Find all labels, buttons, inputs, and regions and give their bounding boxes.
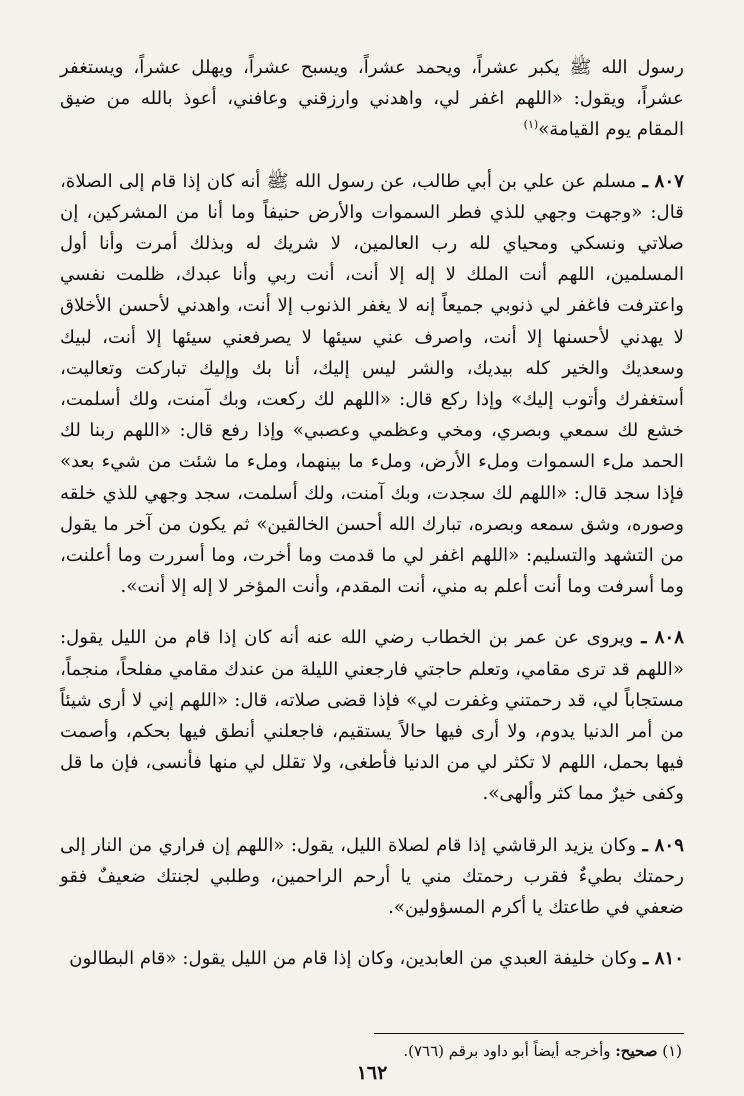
hadith-number: ٨٠٧ ـ <box>642 170 684 192</box>
paragraph-810 <box>60 943 684 974</box>
paragraph-808 <box>60 622 684 809</box>
footnote-grade: صحيح: <box>615 1042 658 1060</box>
paragraph-text: مسلم عن علي بن أبي طالب، عن رسول الله ﷺ أنه كان إذا قام إلى الصلاة، قال: «وجهت وجهي للذي فطر السموات والأرض حنيفاً وما أنا من المشركين، إن صلاتي ونسكي ومحياي لله رب العالمين، لا شريك له وبذلك أمرت وأنا أول المسلمين، اللهم أنت الملك لا إله إلا أنت، أنت ربي وأنا عبدك، ظلمت نفسي واعترفت فاغفر لي ذنوبي جميعاً إنه لا يغفر الذنوب إلا أنت، واهدني لأحسن الأخلاق لا يهدني لأحسنها إلا أنت، واصرف عني سيئها لا يصرفعني سيئها إلا أنت، لبيك وسعديك والخير كله بيديك، والشر ليس إليك، أنا بك وإليك تباركت وتعاليت، أستغفرك وأتوب إليك» وإذا ركع قال: «اللهم لك ركعت، وبك آمنت، ولك أسلمت، خشع لك سمعي وبصري، ومخي وعظمي وعصبي» وإذا رفع قال: «اللهم ربنا لك الحمد ملء السموات وملء الأرض، وملء ما بينهما، وملء ما شئت من شيء بعد» فإذا سجد قال: «اللهم لك سجدت، وبك آمنت، ولك أسلمت، سجد وجهي للذي خلقه وصوره، وشق سمعه وبصره، تبارك الله أحسن الخالقين» ثم يكون من آخر ما يقول من التشهد والتسليم: «اللهم اغفر لي ما قدمت وما أخرت، وما أسررت وما أعلنت، وما أسرفت وما أنت أعلم به مني، أنت المقدم، وأنت المؤخر لا إله إلا أنت». <box>60 170 684 598</box>
footnote-divider <box>374 1033 684 1034</box>
paragraph-text: ويروى عن عمر بن الخطاب رضي الله عنه أنه كان إذا قام من الليل يقول: «اللهم قد ترى مقامي، وتعلم حاجتي فارجعني الليلة من عندك مقامي مفلحاً، منجماً، مستجاباً لي، قد رحمتني وغفرت لي» فإذا قضى صلاته، قال: «اللهم إني لا أرى شيئاً من أمر الدنيا يدوم، ولا أرى فيها حالاً يستقيم، فاجعلني أنطق فيها بحكم، وأصمت فيها بحمل، اللهم لا تكثر لي من الدنيا فأطغى، ولا تقلل لي منها فأنسى، فإن ما قل وكفى خيرٌ مما كثر وألهى». <box>60 627 684 805</box>
paragraph-text: رسول الله ﷺ يكبر عشراً، ويحمد عشراً، ويسبح عشراً، ويهلل عشراً، ويستغفر عشراً، ويقول: «اللهم اغفر لي، واهدني وارزقني وعافني، أعوذ بالله من ضيق المقام يوم القيامة» <box>60 57 684 141</box>
paragraph-807 <box>60 166 684 603</box>
hadith-number: ٨١٠ ـ <box>643 948 684 970</box>
footnote-text: وأخرجه أيضاً أبو داود برقم (٧٦٦). <box>403 1042 611 1060</box>
paragraph-text: وكان يزيد الرقاشي إذا قام لصلاة الليل، يقول: «اللهم إن فراري من النار إلى رحمتك بطيءٌ فقرب رحمتك مني يا أرحم الراحمين، وطلبي لجنتك ضعيفٌ فقو ضعفي في طاعتك يا أكرم المسؤولين». <box>60 834 684 919</box>
paragraph-text: وكان خليفة العبدي من العابدين، وكان إذا قام من الليل يقول: «قام البطالون <box>69 948 638 970</box>
hadith-number: ٨٠٨ ـ <box>641 627 684 649</box>
footnote <box>82 1040 682 1062</box>
footnote-label: (١) <box>662 1042 682 1060</box>
page-body <box>60 52 684 974</box>
paragraph-continuation <box>60 52 684 146</box>
page-number: ١٦٢ <box>356 1062 388 1084</box>
footnote-reference: (١) <box>523 118 539 132</box>
hadith-number: ٨٠٩ ـ <box>642 834 684 856</box>
paragraph-809 <box>60 830 684 924</box>
